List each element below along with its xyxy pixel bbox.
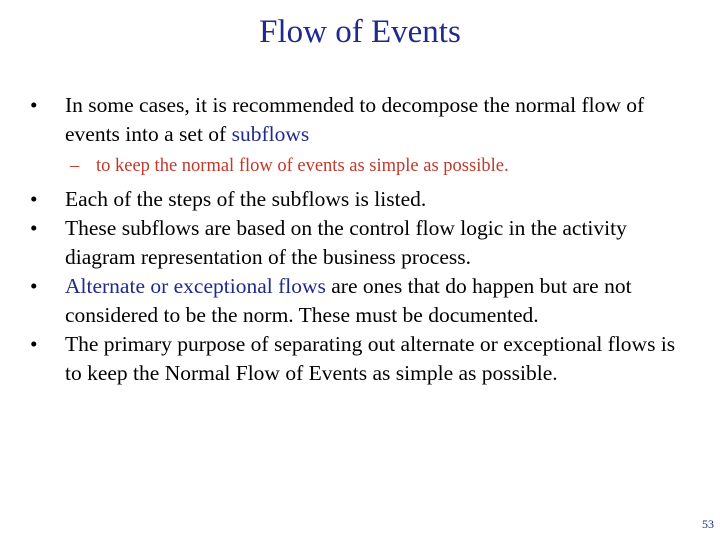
- bullet-text: In some cases, it is recommended to decompose the normal flow of events into a set of: [65, 93, 645, 146]
- bullet-item: [28, 272, 688, 330]
- bullet-item: [28, 330, 688, 388]
- bullet-item: [28, 214, 688, 272]
- bullet-marker: •: [30, 93, 38, 117]
- bullet-text: These subflows are based on the control flow logic in the activity diagram representation of the business process.: [65, 216, 627, 269]
- bullet-text: Each of the steps of the subflows is listed.: [65, 187, 427, 211]
- bullet-text: The primary purpose of separating out alternate or exceptional flows is to keep the Normal Flow of Events as simple as possible.: [65, 332, 676, 385]
- alternate-flows-term: Alternate or exceptional flows: [65, 274, 326, 298]
- sub-bullet-item: [28, 153, 688, 179]
- dash-marker: –: [70, 156, 80, 176]
- bullet-list: [28, 91, 688, 388]
- bullet-item: [28, 91, 688, 149]
- bullet-marker: •: [30, 332, 38, 356]
- bullet-item: [28, 185, 688, 214]
- bullet-marker: •: [30, 274, 38, 298]
- bullet-text: are ones that do happen but are not considered to be the norm. These must be documented.: [65, 274, 632, 327]
- bullet-marker: •: [30, 187, 38, 211]
- slide-title: Flow of Events: [259, 14, 461, 50]
- bullet-marker: •: [30, 216, 38, 240]
- slide-number: 53: [702, 517, 714, 531]
- sub-bullet-text: to keep the normal flow of events as simple as possible.: [96, 156, 509, 176]
- subflows-term: subflows: [231, 122, 310, 146]
